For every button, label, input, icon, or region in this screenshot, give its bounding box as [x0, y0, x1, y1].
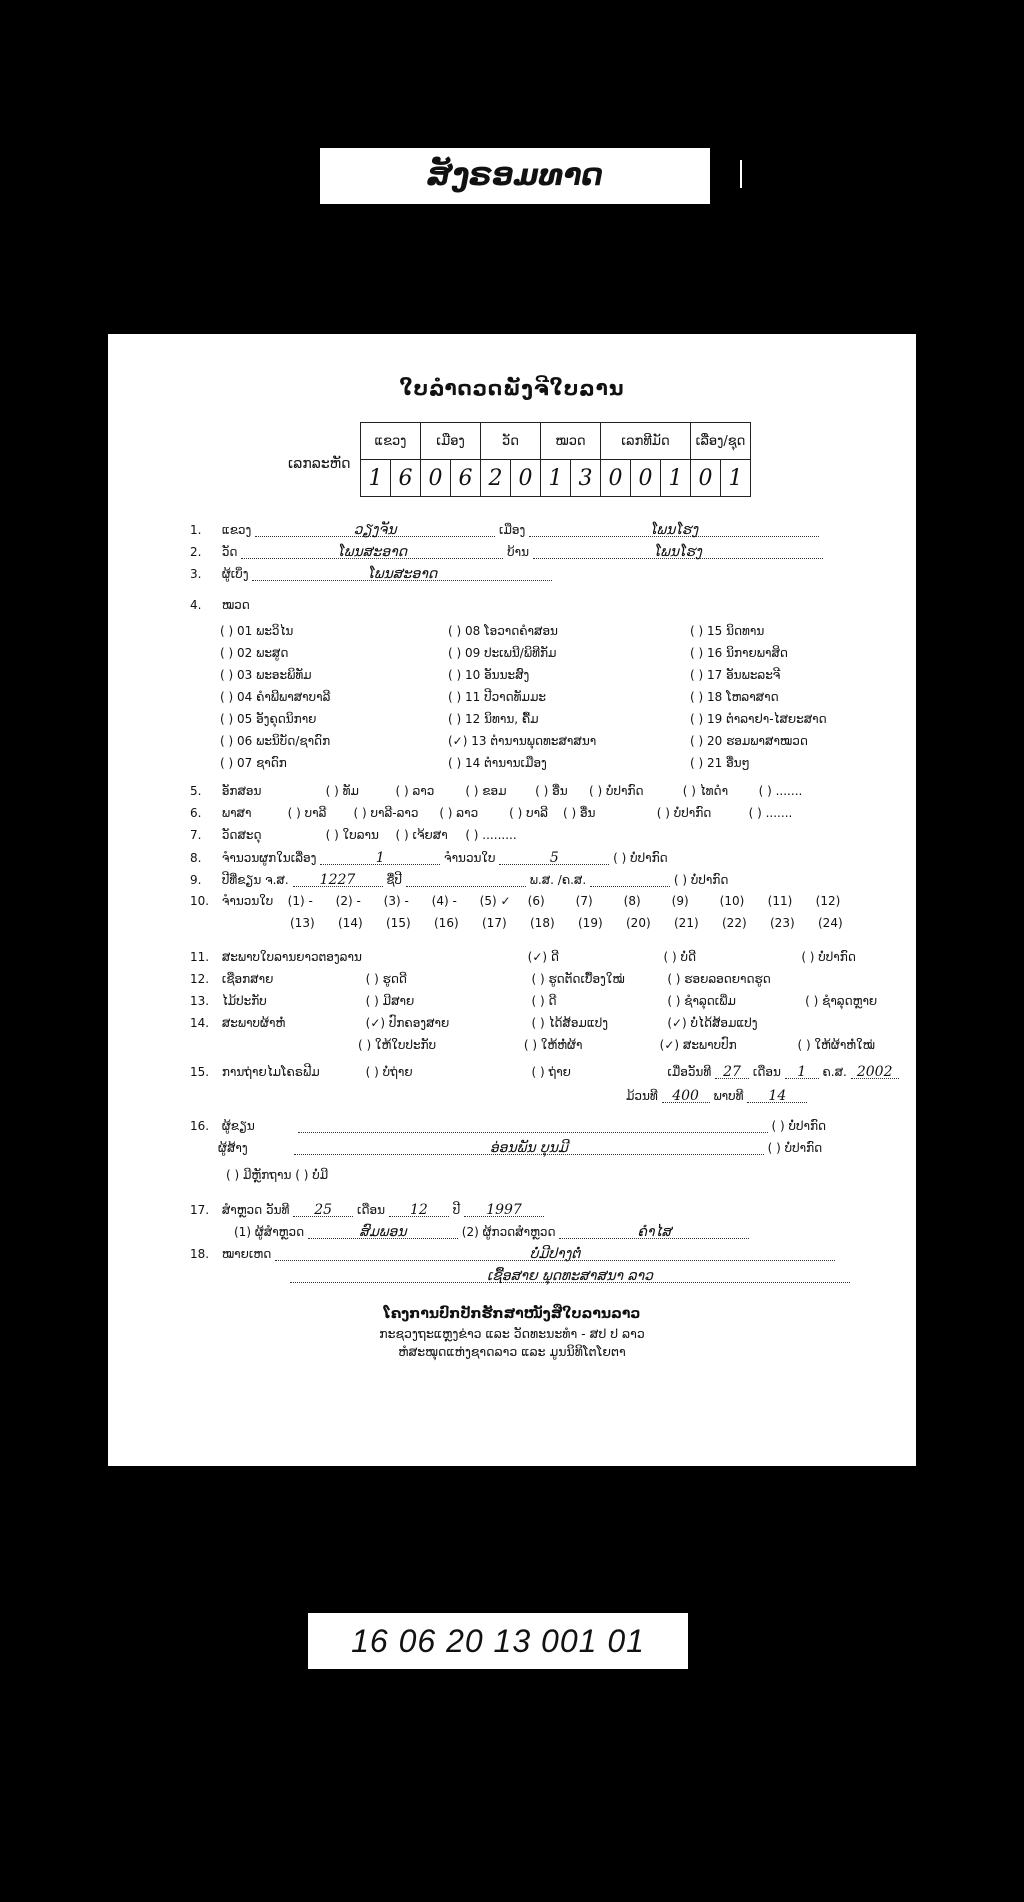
code-digit: 0 [631, 460, 661, 497]
year-label: ປີທີ່ຂຽນ ຈ.ສ. [221, 873, 289, 887]
option: ( ) ບາລີ [509, 806, 548, 820]
category-option: ( ) 15 ນິດທານ [690, 624, 765, 638]
line-number: 9. [190, 873, 202, 887]
option: ( ) ໃບລານ [325, 828, 379, 842]
leaf-number: (6) [527, 894, 545, 908]
keeper-label: ຜູ້ເບິ່ງ [221, 567, 249, 581]
line-number: 17. [190, 1203, 210, 1217]
category-option: ( ) 12 ນິທານ, ຄື້ມ [448, 712, 539, 726]
code-header-series: ເລື່ອງ/ຊຸດ [691, 423, 751, 460]
option: ( ) ລາວ [439, 806, 479, 820]
category-label: ໝວດ [221, 598, 250, 612]
category-option: ( ) 18 ໂຫລາສາດ [690, 690, 779, 704]
option: ( ) ໄທດຳ [682, 784, 729, 798]
leaf-number: (13) [290, 916, 315, 930]
leaf-number: (5) ✓ [479, 894, 511, 908]
option: ( ) ....... [758, 784, 803, 798]
leaf-number: (24) [818, 916, 843, 930]
survey-month: 12 [409, 1202, 428, 1218]
code-digit: 3 [571, 460, 601, 497]
option: ( ) ບາລີ-ລາວ [353, 806, 419, 820]
line-number: 1. [190, 523, 202, 537]
leaves-row [190, 894, 864, 908]
district-value: ໂພນໂຮງ [650, 522, 699, 538]
line-number: 11. [190, 950, 210, 964]
footer-line-1: ໂຄງການປົກປັກຮັກສາໜັງສືໃບລານລາວ [383, 1306, 641, 1322]
option: ( ) ໃຫ້ຜ້າຫໍ່ໃໝ່ [797, 1038, 876, 1052]
option: ( ) ບໍ່ປາກົດ [656, 806, 712, 820]
form-title: ໃບລຳດວດພັງຈີໃບລານ [399, 376, 625, 400]
option: ( ) ຊຳລຸດເພີ່ມ [667, 994, 736, 1008]
category-option: ( ) 01 ພະວິໄນ [220, 624, 294, 638]
cover-row [190, 994, 877, 1008]
village-label: ບ້ານ [507, 545, 529, 559]
author-label: ຜູ້ຂຽນ [221, 1119, 255, 1133]
film-year: 2002 [856, 1064, 893, 1080]
leaf-number: (17) [482, 916, 507, 930]
evidence-row: ( ) ມີຫຼັກຖານ ( ) ບໍ່ມີ [226, 1168, 329, 1182]
option: ( ) ຮອຍລອດຍາດຮູດ [667, 972, 771, 986]
leaf-number: (23) [770, 916, 795, 930]
roll-row [626, 1088, 807, 1103]
line-number: 15. [190, 1065, 210, 1079]
province-value: ວຽງຈັນ [353, 522, 397, 538]
survey-month-label: ເດືອນ [357, 1203, 386, 1217]
sponsor-row [218, 1140, 822, 1155]
category-heading [190, 598, 250, 612]
roll-label: ມ້ວນທີ [626, 1089, 658, 1103]
leaf-count-value: 5 [549, 850, 559, 866]
string-label: ເຊືອກສາຍ [221, 972, 274, 986]
district-label: ເມືອງ [498, 523, 526, 537]
survey-year-label: ປີ [452, 1203, 461, 1217]
code-header-category: ໝວດ [541, 423, 601, 460]
line-number: 18. [190, 1247, 210, 1261]
code-digit: 2 [481, 460, 511, 497]
leaves-numbers-second [290, 916, 866, 930]
province-label: ແຂວງ [221, 523, 252, 537]
remarks-value: ບໍ່ມີປາງຕໍ່ [529, 1246, 581, 1262]
category-option: ( ) 10 ອັນນະສົງ [448, 668, 530, 682]
date-label: ເມື່ອວັນທີ [667, 1065, 712, 1079]
option: ( ) ບາລີ [287, 806, 327, 820]
condition-label: ສະພາບໃບລານຍາວຕອງລານ [221, 950, 362, 964]
string-row [190, 972, 771, 986]
category-option: ( ) 17 ອັນພະລະຈີ [690, 668, 781, 682]
line-number: 6. [190, 806, 202, 820]
option: ( ) ບໍ່ປາກົດ [588, 784, 644, 798]
code-digit: 1 [541, 460, 571, 497]
roll-value: 400 [672, 1088, 699, 1104]
code-digit: 1 [661, 460, 691, 497]
option: (✓) ສະພາບປົກ [659, 1038, 737, 1052]
line-number: 16. [190, 1119, 210, 1133]
category-option: ( ) 06 ພະນິບັດ/ຊາດົກ [220, 734, 331, 748]
category-option: (✓) 13 ຕຳນານພຸດທະສາສນາ [448, 734, 597, 748]
survey-date-label: ສຳຫຼວດ ວັນທີ [221, 1203, 290, 1217]
author-row [190, 1118, 826, 1133]
leaf-number: (15) [386, 916, 411, 930]
footer-line-3: ຫໍສະໝຸດແຫ່ງຊາດລາວ ແລະ ມູນນິທິໂຕໂຍຕາ [398, 1344, 626, 1359]
option: ( ) ໃຫ້ຫໍ່ຜ້າ [523, 1038, 583, 1052]
language-label: ພາສາ [221, 806, 252, 820]
language-row [190, 806, 792, 820]
remarks-label: ໝາຍເຫດ [221, 1247, 272, 1261]
category-option: ( ) 09 ປະເພນີ/ພິທີກັມ [448, 646, 557, 660]
leaf-number: (16) [434, 916, 459, 930]
option: ( ) ຮູດຕັດເບື້ອງໃໝ່ [531, 972, 625, 986]
option: ( ) ຮູດດີ [365, 972, 407, 986]
code-header-province: ແຂວງ [361, 423, 421, 460]
surveyor-label: (1) ຜູ້ສຳຫຼວດ [234, 1225, 305, 1239]
bundle-count-row [190, 850, 668, 865]
bundle-count-label: ຈຳນວນຜູກໃນເລື່ອງ [221, 851, 317, 865]
category-option: ( ) 07 ຊາດົກ [220, 756, 287, 770]
leaf-number: (1) - [287, 894, 313, 908]
temple-label: ວັດ [221, 545, 238, 559]
category-option: ( ) 03 ພະອະພິທັມ [220, 668, 312, 682]
code-header-district: ເມືອງ [421, 423, 481, 460]
code-header-row [361, 423, 751, 460]
category-option: ( ) 19 ຕຳລາຢາ-ໄສຍະສາດ [690, 712, 827, 726]
code-header-temple: ວັດ [481, 423, 541, 460]
code-digit: 1 [721, 460, 751, 497]
option: ( ) ......... [465, 828, 517, 842]
leaf-number: (22) [722, 916, 747, 930]
remarks-row [190, 1246, 835, 1261]
leaf-number: (3) - [383, 894, 409, 908]
option: ( ) ຊຳລຸດຫຼາຍ [805, 994, 878, 1008]
option: ( ) ອື່ນ [535, 784, 568, 798]
leaf-number: (8) [623, 894, 641, 908]
option: ( ) ....... [748, 806, 793, 820]
month-label: ເດືອນ [752, 1065, 781, 1079]
checker-label: (2) ຜູ້ກວດສຳຫຼວດ [461, 1225, 556, 1239]
code-digit: 0 [421, 460, 451, 497]
option: ( ) ບໍ່ປາກົດ [801, 950, 856, 964]
option: ( ) ທັມ [325, 784, 359, 798]
script-label: ອັກສອນ [221, 784, 262, 798]
code-digit: 0 [601, 460, 631, 497]
leaves-row-second [290, 916, 866, 930]
surveyor-value: ສົມພອນ [359, 1224, 407, 1240]
sponsor-label: ຜູ້ສ້າງ [218, 1141, 248, 1155]
option: ( ) ບໍ່ຖ່າຍ [365, 1065, 413, 1079]
not-shown-option: ( ) ບໍ່ປາກົດ [673, 873, 729, 887]
bundle-count-value: 1 [375, 850, 385, 866]
code-header-bundle: ເລກທີມັດ [601, 423, 691, 460]
option: ( ) ໃຫ້ໃບປະກັບ [358, 1038, 437, 1052]
remarks-row-second [290, 1268, 850, 1283]
year-name-label: ຊື່ປີ [386, 873, 403, 887]
category-option: ( ) 08 ໂອວາດຄຳສອນ [448, 624, 558, 638]
category-option: ( ) 14 ຕຳນານເມືອງ [448, 756, 547, 770]
leaf-number: (4) - [431, 894, 457, 908]
option: ( ) ອື່ນ [562, 806, 596, 820]
record-sheet [108, 334, 916, 1466]
option: (✓) ບໍ່ໄດ້ສ້ອມແປງ [667, 1016, 758, 1030]
line-number: 5. [190, 784, 202, 798]
option: ( ) ໄດ້ສ້ອມແປງ [531, 1016, 609, 1030]
code-label: ເລກລະຫັດ [288, 456, 351, 472]
category-option: ( ) 11 ປີວາດທັມມະ [448, 690, 546, 704]
keeper-line [190, 566, 552, 581]
leaf-number: (19) [578, 916, 603, 930]
category-option: ( ) 04 ຄຳພີພາສາບາລີ [220, 690, 331, 704]
year-value: 1227 [319, 872, 356, 888]
option: (✓) ດີ [527, 950, 559, 964]
frame-label: ພາບທີ [713, 1089, 744, 1103]
year-label: ຄ.ສ. [822, 1065, 847, 1079]
leaf-number: (12) [815, 894, 841, 908]
wrap-label: ສະພາບຜ້າຫໍ່ [221, 1016, 286, 1030]
condition-row [190, 950, 856, 964]
wrap-row [190, 1016, 758, 1030]
line-number: 4. [190, 598, 202, 612]
code-table [360, 422, 751, 497]
category-option: ( ) 16 ນິກາຍພາສິດ [690, 646, 788, 660]
category-option: ( ) 05 ອັງຄຸດນິກາຍ [220, 712, 317, 726]
line-number: 13. [190, 994, 210, 1008]
material-row [190, 828, 517, 842]
option: ( ) ມີສາຍ [365, 994, 415, 1008]
leaf-number: (18) [530, 916, 555, 930]
option: (✓) ປົກຄອງສາຍ [365, 1016, 450, 1030]
footer-line-2: ກະຊວງຖະແຫຼງຂ່າວ ແລະ ວັດທະນະທຳ - ສປ ປ ລາວ [379, 1326, 645, 1341]
checker-value: ຄຳໄສ [637, 1224, 672, 1240]
sponsor-value: ອ່ອນພັນ ບຸນມີ [489, 1140, 568, 1156]
leaf-number: (9) [671, 894, 689, 908]
year-row [190, 872, 728, 887]
surveyor-row [234, 1224, 749, 1239]
code-digit: 0 [511, 460, 541, 497]
microfilm-label: ການຖ່າຍໄມໂຄຣຟີມ [221, 1065, 320, 1079]
option: ( ) ລາວ [395, 784, 435, 798]
survey-year: 1997 [486, 1202, 522, 1218]
not-shown-option: ( ) ບໍ່ປາກົດ [613, 851, 668, 865]
leaf-number: (21) [674, 916, 699, 930]
remarks-value-second: ເຊື້ອສາຍ ພຸດທະສາສນາ ລາວ [486, 1268, 654, 1284]
option: ( ) ເຈ້ຍສາ [395, 828, 448, 842]
leaves-label: ຈຳນວນໃບ [221, 894, 274, 908]
option: ( ) ຖ່າຍ [531, 1065, 571, 1079]
leaf-number: (7) [575, 894, 593, 908]
microfilm-row [190, 1064, 899, 1079]
era-label: ພ.ສ. /ຄ.ສ. [529, 873, 587, 887]
leaf-count-label: ຈຳນວນໃບ [444, 851, 496, 865]
not-shown-option: ( ) ບໍ່ປາກົດ [767, 1141, 823, 1155]
option: ( ) ດີ [531, 994, 557, 1008]
reference-code: 16 06 20 13 001 01 [308, 1613, 688, 1669]
wrap-row-second [358, 1038, 875, 1052]
material-label: ວັດສະດຸ [221, 828, 262, 842]
leaves-numbers-first [288, 894, 864, 908]
leaf-number: (20) [626, 916, 651, 930]
code-digit: 6 [451, 460, 481, 497]
film-day: 27 [723, 1064, 741, 1080]
temple-line [190, 544, 823, 559]
frame-value: 14 [768, 1088, 787, 1104]
province-line [190, 522, 819, 537]
survey-day: 25 [314, 1202, 333, 1218]
line-number: 2. [190, 545, 202, 559]
survey-row [190, 1202, 544, 1217]
cover-label: ໄມ້ປະກັບ [221, 994, 267, 1008]
keeper-value: ໂພນສະອາດ [367, 566, 438, 582]
line-number: 8. [190, 851, 202, 865]
line-number: 12. [190, 972, 210, 986]
line-number: 14. [190, 1016, 210, 1030]
code-digit: 6 [391, 460, 421, 497]
script-row [190, 784, 802, 798]
tick-mark [740, 160, 742, 188]
leaf-number: (2) - [335, 894, 361, 908]
leaf-number: (14) [338, 916, 363, 930]
code-digit: 0 [691, 460, 721, 497]
village-value: ໂພນໂຮງ [653, 544, 702, 560]
category-option: ( ) 02 ພະສູດ [220, 646, 289, 660]
leaf-number: (11) [767, 894, 793, 908]
temple-value: ໂພນສະອາດ [337, 544, 408, 560]
line-number: 10. [190, 894, 210, 908]
category-option: ( ) 20 ຮອມພາສາໝວດ [690, 734, 808, 748]
line-number: 3. [190, 567, 202, 581]
film-month: 1 [797, 1064, 807, 1080]
not-shown-option: ( ) ບໍ່ປາກົດ [771, 1119, 827, 1133]
option: ( ) ຂອມ [465, 784, 507, 798]
code-digit: 1 [361, 460, 391, 497]
line-number: 7. [190, 828, 202, 842]
leaf-number: (10) [719, 894, 745, 908]
category-option: ( ) 21 ອື່ນໆ [690, 756, 750, 770]
option: ( ) ບໍ່ດີ [663, 950, 697, 964]
code-digit-row [361, 460, 751, 497]
header-label: ສັງຣອມທາດ [320, 148, 710, 204]
